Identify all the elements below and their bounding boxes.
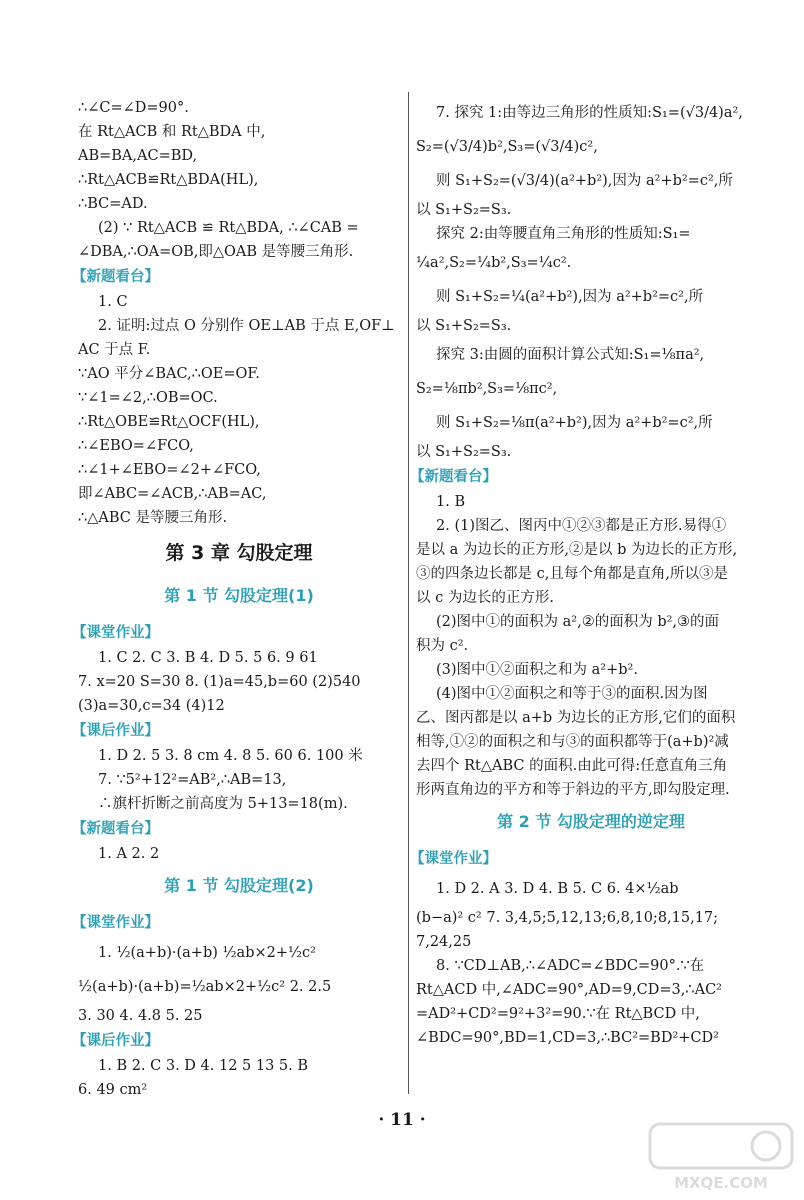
section-heading-homework: 【课后作业】: [72, 1033, 159, 1049]
text-line: 相等,①②的面积之和与③的面积都等于(a+b)²减: [416, 734, 729, 750]
answer-block-proof-2: [78, 314, 400, 530]
text-line: (4)图中①②面积之和等于③的面积.因为图: [436, 686, 708, 702]
watermark-logo: [646, 1120, 796, 1194]
section-heading-classwork: 【课堂作业】: [72, 625, 159, 641]
text-line: 7,24,25: [416, 934, 472, 950]
text-line: 2. 证明:过点 O 分别作 OE⊥AB 于点 E,OF⊥: [98, 318, 395, 334]
section-title: 第 1 节 勾股定理(2): [164, 876, 314, 895]
text-line: 1. C 2. C 3. B 4. D 5. 5 6. 9 61: [98, 650, 318, 666]
answer-block-explore: [416, 96, 766, 464]
text-line: (3)图中①②面积之和为 a²+b².: [436, 662, 638, 678]
text-line: 2. (1)图乙、图丙中①②③都是正方形.易得①: [436, 518, 727, 534]
text-line: 在 Rt△ACB 和 Rt△BDA 中,: [78, 124, 266, 140]
text-line: 7. ∵5²+12²=AB²,∴AB=13,: [98, 772, 287, 788]
text-line: 7. x=20 S=30 8. (1)a=45,b=60 (2)540: [78, 674, 361, 690]
text-line: 1. D 2. 5 3. 8 cm 4. 8 5. 60 6. 100 米: [98, 748, 363, 764]
answer-block-proof-1: [78, 96, 400, 264]
text-line: 1. A 2. 2: [98, 846, 160, 862]
text-line: (b−a)² c² 7. 3,4,5;5,12,13;6,8,10;8,15,17;: [416, 910, 719, 926]
text-line: ∴旗杆折断之前高度为 5+13=18(m).: [98, 796, 348, 812]
text-line: (2) ∵ Rt△ACB ≌ Rt△BDA, ∴∠CAB =: [98, 220, 359, 236]
text-line: 积为 c².: [416, 638, 469, 654]
text-line: ½(a+b)·(a+b)=½ab×2+½c² 2. 2.5: [78, 979, 332, 995]
text-line: Rt△ACD 中,∠ADC=90°,AD=9,CD=3,∴AC²: [416, 982, 722, 998]
text-line: 3. 30 4. 4.8 5. 25: [78, 1008, 203, 1024]
text-line: 1. D 2. A 3. D 4. B 5. C 6. 4×½ab: [436, 881, 679, 897]
text-line: ③的四条边长都是 c,且每个角都是直角,所以③是: [416, 566, 728, 582]
section-heading-new-questions: 【新题看台】: [72, 269, 159, 285]
text-line: 1. C: [98, 294, 128, 310]
text-line: 8. ∵CD⊥AB,∴∠ADC=∠BDC=90°.∵在: [436, 958, 705, 974]
text-line: ∴BC=AD.: [78, 196, 148, 212]
text-line: ∴∠EBO=∠FCO,: [78, 438, 194, 454]
text-line: 即∠ABC=∠ACB,∴AB=AC,: [78, 486, 267, 502]
chapter-title: 第 3 章 勾股定理: [165, 542, 313, 564]
left-column: [72, 96, 400, 1102]
text-line: 6. 49 cm²: [78, 1082, 148, 1098]
text-line: 则 S₁+S₂=⅛π(a²+b²),因为 a²+b²=c²,所: [436, 415, 713, 431]
text-line: ∵∠1=∠2,∴OB=OC.: [78, 390, 218, 406]
text-line: ¼a²,S₂=¼b²,S₃=¼c².: [416, 255, 572, 271]
text-line: 7. 探究 1:由等边三角形的性质知:S₁=(√3/4)a²,: [436, 105, 743, 121]
text-line: 乙、图丙都是以 a+b 为边长的正方形,它们的面积: [416, 710, 736, 726]
text-line: 探究 3:由圆的面积计算公式知:S₁=⅛πa²,: [436, 347, 705, 363]
text-line: 以 S₁+S₂=S₃.: [416, 444, 512, 460]
text-line: S₂=(√3/4)b²,S₃=(√3/4)c²,: [416, 139, 598, 155]
text-line: 去四个 Rt△ABC 的面积.由此可得:任意直角三角: [416, 758, 728, 774]
text-line: S₂=⅛πb²,S₃=⅛πc²,: [416, 381, 558, 397]
text-line: 1. ½(a+b)·(a+b) ½ab×2+½c²: [98, 945, 316, 961]
text-line: 探究 2:由等腰直角三角形的性质知:S₁=: [436, 226, 691, 242]
text-line: ∵AO 平分∠BAC,∴OE=OF.: [78, 366, 260, 382]
text-line: ∠BDC=90°,BD=1,CD=3,∴BC²=BD²+CD²: [416, 1030, 719, 1046]
text-line: ∠DBA,∴OA=OB,即△OAB 是等腰三角形.: [78, 244, 354, 260]
text-line: AC 于点 F.: [78, 342, 151, 358]
text-line: 是以 a 为边长的正方形,②是以 b 为边长的正方形,: [416, 542, 738, 558]
text-line: (3)a=30,c=34 (4)12: [78, 698, 225, 714]
text-line: ∴Rt△ACB≌Rt△BDA(HL),: [78, 172, 259, 188]
text-line: =AD²+CD²=9²+3²=90.∵在 Rt△BCD 中,: [416, 1006, 700, 1022]
column-divider: [408, 92, 409, 1094]
section-heading-new-questions: 【新题看台】: [410, 469, 497, 485]
text-line: 1. B: [436, 494, 466, 510]
text-line: 则 S₁+S₂=¼(a²+b²),因为 a²+b²=c²,所: [436, 289, 704, 305]
section-heading-classwork: 【课堂作业】: [72, 915, 159, 931]
text-line: ∴△ABC 是等腰三角形.: [78, 510, 228, 526]
section-title: 第 2 节 勾股定理的逆定理: [497, 812, 685, 831]
text-line: (2)图中①的面积为 a²,②的面积为 b²,③的面: [436, 614, 720, 630]
watermark-text: MXQE.COM: [674, 1174, 768, 1192]
text-line: ∴Rt△OBE≌Rt△OCF(HL),: [78, 414, 260, 430]
text-line: 以 S₁+S₂=S₃.: [416, 318, 512, 334]
right-column: [410, 96, 766, 1050]
text-line: 形两直角边的平方和等于斜边的平方,即勾股定理.: [416, 782, 730, 798]
page-number: · 11 ·: [378, 1110, 426, 1130]
section-heading-new-questions: 【新题看台】: [72, 821, 159, 837]
text-line: 以 c 为边长的正方形.: [416, 590, 554, 606]
text-line: ∴∠C=∠D=90°.: [78, 100, 189, 116]
text-line: 以 S₁+S₂=S₃.: [416, 202, 512, 218]
text-line: 1. B 2. C 3. D 4. 12 5 13 5. B: [98, 1058, 309, 1074]
text-line: AB=BA,AC=BD,: [78, 148, 198, 164]
section-heading-homework: 【课后作业】: [72, 723, 159, 739]
text-line: 则 S₁+S₂=(√3/4)(a²+b²),因为 a²+b²=c²,所: [436, 173, 733, 189]
section-heading-classwork: 【课堂作业】: [410, 851, 497, 867]
section-title: 第 1 节 勾股定理(1): [164, 586, 314, 605]
text-line: ∴∠1+∠EBO=∠2+∠FCO,: [78, 462, 261, 478]
